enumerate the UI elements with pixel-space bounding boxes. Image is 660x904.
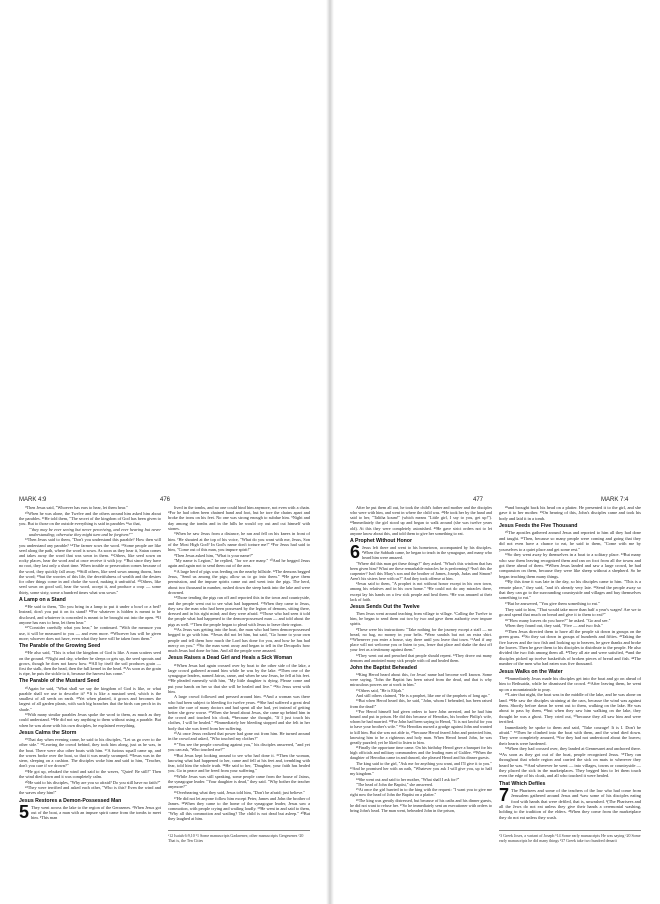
chapter-start-paragraph [499, 784, 641, 820]
verse-paragraph: ³⁹He got up, rebuked the wind and said to the waves, "Quiet! Be still!" Then the wind died down and it was completely calm. [19, 768, 161, 780]
verse-paragraph: lived in the tombs, and no one could bind him anymore, not even with a chain. ⁴For he had often been chained hand and foot, but he tore the chains apart and broke the irons on his feet. No one was strong enough to subdue him. ⁵Night and day among the tombs and in the hills he would cry out and cut himself with stones. [168, 505, 310, 531]
verse-paragraph: ⁴Jesus said to them, "A prophet is not without honor except in his own town, among his relatives and in his own home." ⁵He could not do any miracles there, except lay his hands on a few sick people and heal them. ⁶He was amazed at their lack of faith. [350, 581, 492, 602]
verse-paragraph: ²¹He said to them, "Do you bring in a lamp to put it under a bowl or a bed? Instead, don't you put it on its stand? ²²For whatever is hidden is meant to be disclosed, and whatever is concealed is meant to be brought out into the open. ²³If anyone has ears to hear, let them hear." [19, 604, 161, 625]
section-heading: John the Baptist Beheaded [350, 664, 417, 671]
section-heading: Jesus Feeds the Five Thousand [499, 523, 578, 530]
verse-paragraph: ¹⁷For Herod himself had given orders to have John arrested, and he had him bound and put in prison. He did this because of Herodias, his brother Philip's wife, whom he had married. ¹⁸For John had been saying to Herod, "It is not lawful for you to have your brother's wife." ¹⁹So Herodias nursed a grudge against John and wanted to kill him. But she was not able to, ²⁰because Herod feared John and protected him, knowing him to be a righteous and holy man. When Herod heard John, he was greatly puzzled; yet he liked to listen to him. [350, 709, 492, 745]
verse-paragraph: Then Jesus went around teaching from village to village. ⁷Calling the Twelve to him, he began to send them out two by two and gave them authority over impure spirits. [350, 610, 492, 627]
verse-text: Jesus left there and went to his hometown, accompanied by his disciples. ²When the Sabbath came, he began to teach in the synagogue, and many who heard him were amazed. [362, 544, 492, 561]
verse-paragraph: ⁹Then Jesus asked him, "What is your name?" [174, 552, 254, 558]
verse-text: The Pharisees and some of the teachers of the law who had come from Jerusalem gathered around Jesus and ²saw some of his disciples eating food with hands that were defiled, that is, unwashed. ³(The Pharisees and all the Jews do not eat unless they give their hands a ceremonial washing, holding to the tradition of the elders. ⁴When they come from the marketplace they do not eat unless they wash. [499, 787, 641, 820]
verse-paragraph: ³⁹Then Jesus directed them to have all the people sit down in groups on the green grass. ⁴⁰So they sat down in groups of hundreds and fifties. ⁴¹Taking the five loaves and the two fish and looking up to heaven, he gave thanks and broke the loaves. Then he gave them to his disciples to distribute to the people. He also divided the two fish among them all. ⁴²They all ate and were satisfied, ⁴³and the disciples picked up twelve basketfuls of broken pieces of bread and fish. ⁴⁴The number of the men who had eaten was five thousand. [499, 628, 641, 667]
verse-paragraph: ¹³Then Jesus said to them, "Don't you understand this parable? How then will you understand any parable? ¹⁴The farmer sows the word. ¹⁵Some people are like seed along the path, where the word is sown. As soon as they hear it, Satan comes and takes away the word that was sown in them. ¹⁶Others, like seed sown on rocky places, hear the word and at once receive it with joy. ¹⁷But since they have no root, they last only a short time. When trouble or persecution comes because of the word, they quickly fall away. ¹⁸Still others, like seed sown among thorns, hear the word; ¹⁹but the worries of this life, the deceitfulness of wealth and the desires for other things come in and choke the word, making it unfruitful. ²⁰Others, like seed sown on good soil, hear the word, accept it, and produce a crop — some thirty, some sixty, some a hundred times what was sown." [19, 537, 161, 595]
verse-paragraph: ⁹Then Jesus said, "Whoever has ears to hear, let them hear." [25, 505, 128, 510]
verse-paragraph: ³²But Jesus kept looking around to see who had done it. ³³Then the woman, knowing what had happened to her, came and fell at his feet and, trembling with fear, told him the whole truth. ³⁴He said to her, "Daughter, your faith has healed you. Go in peace and be freed from your suffering." [168, 752, 310, 774]
verse-paragraph: Immediately he spoke to them and said, "Take courage! It is I. Don't be afraid." ⁵¹Then he climbed into the boat with them, and the wind died down. They were completely amazed, ⁵²for they had not understood about the loaves; their hearts were hardened. [499, 724, 641, 746]
verse-paragraph: And still others claimed, "He is a prophet, like one of the prophets of long ago." [356, 693, 490, 699]
verse-paragraph: ⁶When he saw Jesus from a distance, he ran and fell on his knees in front of him. ⁷He shouted at the top of his voice, "What do you want with me, Jesus, Son of the Most High God? In God's name don't torture me!" ⁸For Jesus had said to him, "Come out of this man, you impure spirit!" [168, 531, 310, 553]
verse-paragraph: ¹¹A large herd of pigs was feeding on the nearby hillside. ¹²The demons begged Jesus, "Send us among the pigs; allow us to go into them." ¹³He gave them permission, and the impure spirits came out and went into the pigs. The herd, about two thousand in number, rushed down the steep bank into the lake and were drowned. [168, 569, 310, 595]
section-heading: That Which Defiles [499, 780, 546, 787]
verse-paragraph: ²¹When Jesus had again crossed over by boat to the other side of the lake, a large crowd gathered around him while he was by the lake. ²²Then one of the synagogue leaders, named Jairus, came, and when he saw Jesus, he fell at his feet. ²³He pleaded earnestly with him, "My little daughter is dying. Please come and put your hands on her so that she will be healed and live." ²⁴So Jesus went with him. [168, 662, 310, 694]
verse-paragraph: ²¹Finally the opportune time came. On his birthday Herod gave a banquet for his high officials and military commanders and the leading men of Galilee. ²²When the daughter of Herodias came in and danced, she pleased Herod and his dinner guests. [350, 745, 492, 761]
verse-paragraph: ³⁰At once Jesus realized that power had gone out from him. He turned around in the crowd and asked, "Who touched my clothes?" [168, 731, 310, 742]
verse-paragraph: They said to him, "That would take more than half a year's wages! Are we to go and spend that much on bread and give it to them to eat?" [499, 606, 641, 618]
verse-paragraph: ¹⁴Those tending the pigs ran off and reported this in the town and countryside, and the people went out to see what had happened. ¹⁵When they came to Jesus, they saw the man who had been possessed by the legion of demons, sitting there, dressed and in his right mind; and they were afraid. ¹⁶Those who had seen it told the people what had happened to the demon-possessed man — and told about the pigs as well. ¹⁷Then the people began to plead with Jesus to leave their region. [168, 595, 310, 627]
verse-paragraph: ²⁸and brought back his head on a platter. He presented it to the girl, and she gave it to her mother. ²⁹On hearing of this, John's disciples came and took his body and laid it in a tomb. [499, 505, 641, 521]
verse-paragraph: ⁴¹They were terrified and asked each other, "Who is this? Even the wind and the waves obey him!" [19, 785, 161, 796]
section-heading: The Parable of the Mustard Seed [19, 678, 100, 685]
verse-paragraph: The king said to the girl, "Ask me for anything you want, and I'll give it to you." ²³And he promised her with an oath, "Whatever you ask I will give you, up to half my kingdom." [350, 760, 492, 777]
verse-paragraph: "Where did this man get these things?" they asked. "What's this wisdom that has been given him? What are these remarkable miracles he is performing? ³Isn't this the carpenter? Isn't this Mary's son and the brother of James, Joseph, Judas and Simon? Aren't his sisters here with us?" And they took offense at him. [350, 560, 492, 581]
verse-paragraph: ⁸These were his instructions: "Take nothing for the journey except a staff — no bread, no bag, no money in your belts. ⁹Wear sandals but not an extra shirt. ¹⁰Whenever you enter a house, stay there until you leave that town. ¹¹And if any place will not welcome you or listen to you, leave that place and shake the dust off your feet as a testimony against them." [350, 626, 492, 653]
section-heading: A Lamp on a Stand [19, 596, 66, 603]
section-heading: Jesus Calms the Storm [19, 729, 77, 736]
chapter-number: 6 [350, 541, 361, 562]
left-column-1 [19, 505, 161, 821]
right-page [331, 0, 660, 904]
verse-paragraph: A large crowd followed and pressed around him. ²⁵And a woman was there who had been subject to bleeding for twelve years. ²⁶She had suffered a great deal under the care of many doctors and had spent all she had, yet instead of getting better she grew worse. ²⁷When she heard about Jesus, she came up behind him in the crowd and touched his cloak, ²⁸because she thought, "If I just touch his clothes, I will be healed." ²⁹Immediately her bleeding stopped and she felt in her body that she was freed from her suffering. [168, 694, 310, 731]
poetry-quote: "'they may be ever seeing but never perceiving, and ever hearing but never understanding; otherwise they might turn and be forgiven!'" [29, 526, 161, 537]
verse-paragraph: ³⁷He did not let anyone follow him except Peter, James and John the brother of James. ³⁸When they came to the home of the synagogue leader, Jesus saw a commotion, with people crying and wailing loudly. ³⁹He went in and said to them, "Why all this commotion and wailing? The child is not dead but asleep." ⁴⁰But they laughed at him. [168, 795, 310, 822]
verse-paragraph: ³⁵That day when evening came, he said to his disciples, "Let us go over to the other side." ³⁶Leaving the crowd behind, they took him along, just as he was, in the boat. There were also other boats with him. ³⁷A furious squall came up, and the waves broke over the boat, so that it was nearly swamped. ³⁸Jesus was in the stern, sleeping on a cushion. The disciples woke him and said to him, "Teacher, don't you care if we drown?" [19, 737, 161, 769]
book-gutter [326, 0, 334, 904]
left-runhead-reference: MARK 4:9 [19, 497, 47, 503]
left-page [0, 0, 329, 904]
chapter-start-paragraph [350, 541, 492, 562]
verse-paragraph: "My name is Legion," he replied, "for we are many." ¹⁰And he begged Jesus again and again not to send them out of the area. [168, 558, 310, 569]
verse-paragraph: ³³With many similar parables Jesus spoke the word to them, as much as they could understand. ³⁴He did not say anything to them without using a parable. But when he was alone with his own disciples, he explained everything. [19, 712, 161, 728]
verse-paragraph: ⁵³When they had crossed over, they landed at Gennesaret and anchored there. ⁵⁴As soon as they got out of the boat, people recognized Jesus. ⁵⁵They ran throughout that whole region and carried the sick on mats to wherever they heard he was. ⁵⁶And wherever he went — into villages, towns or countryside — they placed the sick in the marketplaces. They begged him to let them touch even the edge of his cloak, and all who touched it were healed. [499, 746, 641, 779]
left-notes-rule [168, 830, 310, 831]
right-page-number: 477 [473, 497, 484, 503]
verse-paragraph: ²⁵At once the girl hurried in to the king with the request: "I want you to give me right now the head of John the Baptist on a platter." [350, 787, 492, 798]
verse-paragraph: ²⁶He also said, "This is what the kingdom of God is like. A man scatters seed on the ground. ²⁷Night and day, whether he sleeps or gets up, the seed sprouts and grows, though he does not know how. ²⁸All by itself the soil produces grain — first the stalk, then the head, then the full kernel in the head. ²⁹As soon as the grain is ripe, he puts the sickle to it, because the harvest has come." [19, 650, 161, 677]
left-page-number: 476 [160, 497, 171, 503]
verse-paragraph: ¹⁰When he was alone, the Twelve and the others around him asked him about the parables. ¹¹He told them, "The secret of the kingdom of God has been given to you. But to those on the outside everything is said in parables ¹²so that, [19, 510, 161, 526]
section-heading: A Prophet Without Honor [350, 537, 412, 544]
verse-paragraph: ¹⁴King Herod heard about this, for Jesus' name had become well known. Some were saying, "John the Baptist has been raised from the dead, and that is why miraculous powers are at work in him." [350, 671, 492, 688]
verse-paragraph: ⁴⁰He said to his disciples, "Why are you so afraid? Do you still have no faith?" [25, 779, 161, 785]
right-notes-rule [499, 830, 641, 831]
right-column-1 [350, 505, 492, 814]
verse-paragraph: ²⁴"Consider carefully what you hear," he continued. "With the measure you use, it will be measured to you — and even more. ²⁵Whoever has will be given more; whoever does not have, even what they have will be taken from them." [19, 625, 161, 641]
verse-paragraph: When they found out, they said, "Five — and two fish." [505, 623, 604, 629]
verse-paragraph: ³⁶Overhearing what they said, Jesus told him, "Don't be afraid; just believe." [174, 789, 306, 795]
verse-paragraph: ²⁴She went out and said to her mother, "What shall I ask for?" [356, 776, 460, 782]
verse-paragraph: ¹²They went out and preached that people should repent. ¹³They drove out many demons and anointed many sick people with oil and healed them. [350, 652, 492, 663]
verse-paragraph: ⁴⁵Immediately Jesus made his disciples get into the boat and go on ahead of him to Bethsaida, while he dismissed the crowd. ⁴⁶After leaving them, he went up on a mountainside to pray. [499, 675, 641, 692]
verse-paragraph: "The head of John the Baptist," she answered. [356, 781, 434, 787]
verse-paragraph: After he put them all out, he took the child's father and mother and the disciples who were with him, and went in where the child was. ⁴¹He took her by the hand and said to her, "Talitha koum!" (which means "Little girl, I say to you, get up!"). ⁴²Immediately the girl stood up and began to walk around (she was twelve years old). At this they were completely astonished. ⁴³He gave strict orders not to let anyone know about this, and told them to give her something to eat. [350, 505, 492, 536]
verse-paragraph: ⁴⁷Later that night, the boat was in the middle of the lake, and he was alone on land. ⁴⁸He saw the disciples straining at the oars, because the wind was against them. Shortly before dawn he went out to them, walking on the lake. He was about to pass by them, ⁴⁹but when they saw him walking on the lake, they thought he was a ghost. They cried out, ⁵⁰because they all saw him and were terrified. [499, 692, 641, 725]
section-heading: Jesus Restores a Demon-Possessed Man [19, 797, 122, 804]
left-column-2 [168, 505, 310, 822]
section-heading: The Parable of the Growing Seed [19, 643, 101, 650]
verse-paragraph: ³²So they went away by themselves in a boat to a solitary place. ³³But many who saw them leaving recognized them and ran on foot from all the towns and got there ahead of them. ³⁴When Jesus landed and saw a large crowd, he had compassion on them, because they were like sheep without a shepherd. So he began teaching them many things. [499, 552, 641, 579]
verse-paragraph: ¹⁸As Jesus was getting into the boat, the man who had been demon-possessed begged to go with him. ¹⁹Jesus did not let him, but said, "Go home to your own people and tell them how much the Lord has done for you, and how he has had mercy on you." ²⁰So the man went away and began to tell in the Decapolis how much Jesus had done for him. And all the people were amazed. [168, 627, 310, 654]
verse-paragraph: ³⁵By this time it was late in the day, so his disciples came to him. "This is a remote place," they said, "and it's already very late. ³⁶Send the people away so that they can go to the surrounding countryside and villages and buy themselves something to eat." [499, 579, 641, 601]
verse-paragraph: ³⁰The apostles gathered around Jesus and reported to him all they had done and taught. ³¹Then, because so many people were coming and going that they did not even have a chance to eat, he said to them, "Come with me by yourselves to a quiet place and get some rest." [499, 530, 641, 552]
right-runhead-reference: MARK 7:4 [601, 497, 629, 503]
section-heading: Jesus Walks on the Water [499, 668, 563, 675]
chapter-start-paragraph [19, 801, 161, 821]
section-heading: Jesus Raises a Dead Girl and Heals a Sick Woman [168, 655, 293, 662]
verse-paragraph: ²⁶The king was greatly distressed, but because of his oaths and his dinner guests, he did not want to refuse her. ²⁷So he immediately sent an executioner with orders to bring John's head. The man went, beheaded John in the prison, [350, 797, 492, 814]
verse-paragraph: ³⁸"How many loaves do you have?" he asked. "Go and see." [505, 617, 611, 623]
verse-text: They went across the lake to the region of the Gerasenes. ²When Jesus got out of the boat, a man with an impure spirit came from the tombs to meet him. ³This man [31, 804, 161, 821]
verse-paragraph: ¹⁵Others said, "He is Elijah." [356, 687, 405, 693]
verse-paragraph: ³⁷But he answered, "You give them something to eat." [505, 601, 600, 606]
right-column-2 [499, 505, 641, 820]
right-footnotes: ᵃ3 Greek Joses, a variant of Joseph ᵇ14 Some early manuscripts He was saying ᶜ20 Some early manuscripts he did many things ᵈ37 Greek take two hundred denarii [499, 833, 641, 843]
left-footnotes: ᵃ12 Isaiah 6:9,10 ᵇ1 Some manuscripts Gadarenes; other manuscripts Gergesenes ᶜ20 That is, the Ten Cities [168, 833, 304, 843]
verse-paragraph: ³¹"You see the people crowding against you," his disciples answered, "and yet you can ask, 'Who touched me?'" [168, 741, 310, 753]
verse-paragraph: ¹⁶But when Herod heard this, he said, "John, whom I beheaded, has been raised from the dead!" [350, 698, 492, 709]
verse-paragraph: ³⁵While Jesus was still speaking, some people came from the house of Jairus, the synagogue leader. "Your daughter is dead," they said. "Why bother the teacher anymore?" [168, 773, 310, 790]
section-heading: Jesus Sends Out the Twelve [350, 603, 420, 610]
verse-paragraph: ³⁰Again he said, "What shall we say the kingdom of God is like, or what parable shall we use to describe it? ³¹It is like a mustard seed, which is the smallest of all seeds on earth. ³²Yet when planted, it grows and becomes the largest of all garden plants, with such big branches that the birds can perch in its shade." [19, 685, 161, 712]
chapter-number: 7 [499, 784, 510, 805]
chapter-number: 5 [19, 801, 30, 821]
